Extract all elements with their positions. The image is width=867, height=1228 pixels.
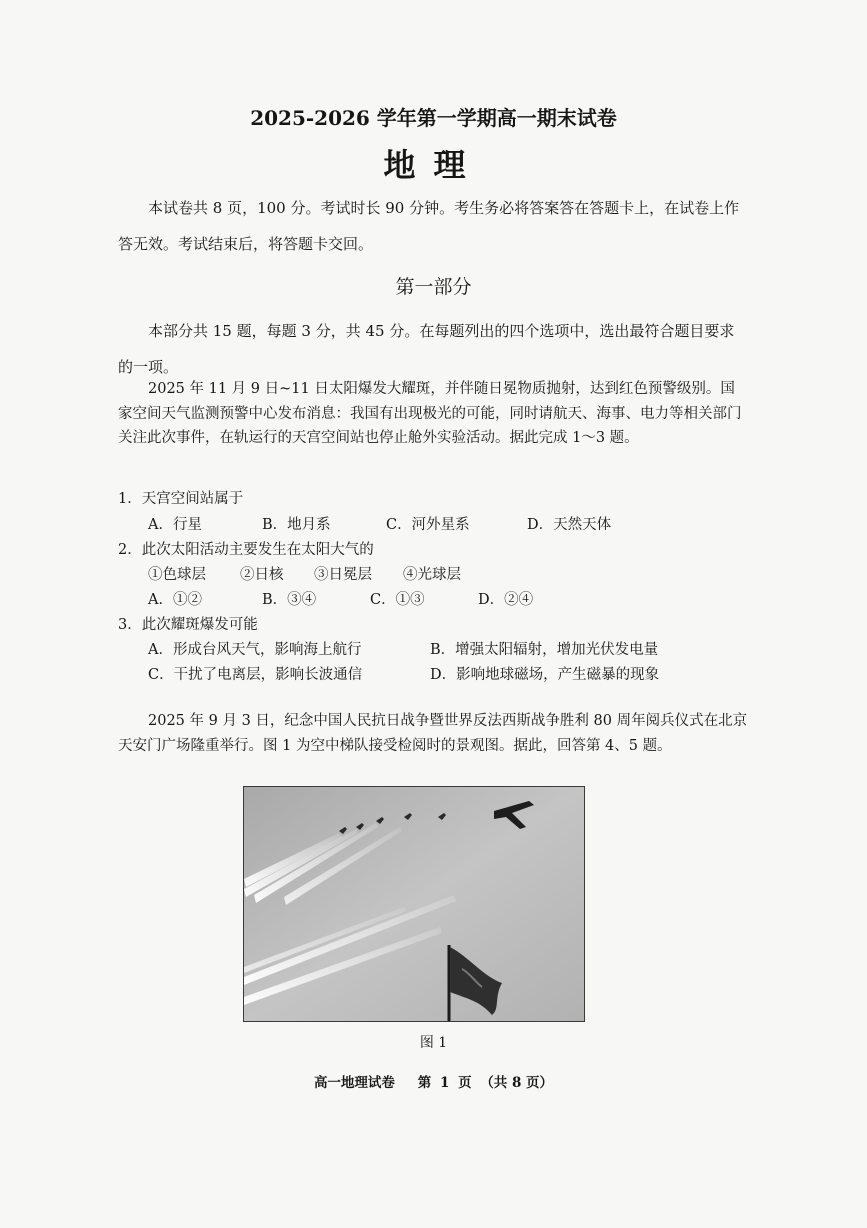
exam-intro: 本试卷共 8 页，100 分。考试时长 90 分钟。考生务必将答案答在答题卡上，在试卷上作答无效。考试结束后，将答题卡交回。 <box>118 199 740 253</box>
question-2-option-b: B．③④ <box>262 592 317 608</box>
footer-page-number: 1 <box>439 1075 450 1091</box>
question-2-item-2: ②日核 <box>240 567 284 583</box>
question-2-item-1: ①色球层 <box>148 567 206 583</box>
aerial-formation-image <box>244 787 584 1021</box>
part-instruction: 本部分共 15 题，每题 3 分，共 45 分。在每题列出的四个选项中，选出最符合题目要求的一项。 <box>118 322 735 376</box>
question-2-stem: 2．此次太阳活动主要发生在太阳大气的 <box>118 542 374 558</box>
question-2-item-3: ③日冕层 <box>314 567 372 583</box>
question-1-option-a: A．行星 <box>148 517 202 533</box>
question-3-option-d: D．影响地球磁场，产生磁暴的现象 <box>430 667 660 683</box>
question-1-option-d: D．天然天体 <box>527 517 612 533</box>
exam-title: 2025-2026 学年第一学期高一期末试卷 <box>250 106 617 130</box>
subject-title: 地理 <box>383 146 484 184</box>
page-footer <box>0 1071 867 1091</box>
footer-page-suffix: 页 <box>458 1075 472 1091</box>
passage-2: 2025 年 9 月 3 日，纪念中国人民抗日战争暨世界反法西斯战争胜利 80 周年阅兵仪式在北京天安门广场隆重举行。图 1 为空中梯队接受检阅时的景观图。据此，回答第 4、5 题。 <box>118 713 748 754</box>
question-1-option-c: C．河外星系 <box>386 517 470 533</box>
figure-1-caption: 图 1 <box>419 1035 448 1051</box>
question-2-option-c: C．①③ <box>370 592 425 608</box>
part-title: 第一部分 <box>395 276 472 298</box>
question-1-stem: 1．天宫空间站属于 <box>118 491 244 507</box>
question-2-option-a: A．①② <box>148 592 202 608</box>
footer-exam-name: 高一地理试卷 <box>313 1075 395 1091</box>
question-3-option-b: B．增强太阳辐射，增加光伏发电量 <box>430 642 659 658</box>
question-1-option-b: B．地月系 <box>262 517 331 533</box>
passage-1: 2025 年 11 月 9 日~11 日太阳爆发大耀斑，并伴随日冕物质抛射，达到红色预警级别。国家空间天气监测预警中心发布消息：我国有出现极光的可能，同时请航天、海事、电力等相关部门关注此次事件，在轨运行的天宫空间站也停止舱外实验活动。据此完成 1～3 题。 <box>118 381 742 446</box>
question-2-item-4: ④光球层 <box>403 567 461 583</box>
footer-page-prefix: 第 <box>417 1075 432 1091</box>
question-3-stem: 3．此次耀斑爆发可能 <box>118 617 258 633</box>
footer-total-pages: （共 8 页） <box>480 1075 554 1091</box>
figure-1-photo <box>243 786 585 1022</box>
question-3-option-a: A．形成台风天气，影响海上航行 <box>148 642 362 658</box>
question-3-option-c: C．干扰了电离层，影响长波通信 <box>148 667 363 683</box>
question-2-option-d: D．②④ <box>478 592 534 608</box>
